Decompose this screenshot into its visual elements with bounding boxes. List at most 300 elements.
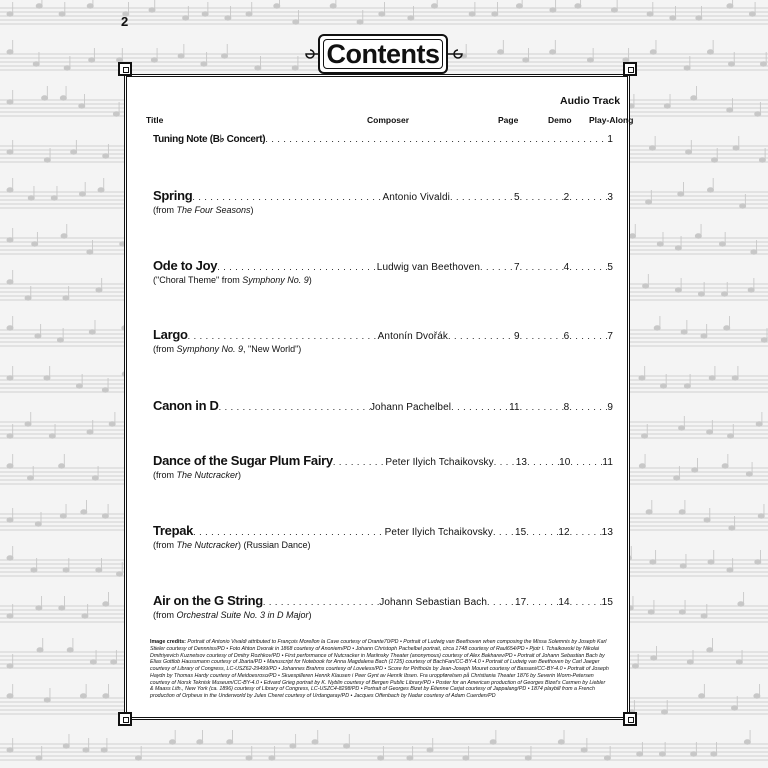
music-note xyxy=(575,4,581,8)
music-note xyxy=(7,188,13,192)
music-note xyxy=(708,560,714,564)
music-note xyxy=(28,196,34,200)
frame-corner-ornament xyxy=(118,62,132,76)
music-note xyxy=(82,614,88,618)
leader-dots xyxy=(527,457,559,468)
music-note xyxy=(692,468,698,472)
music-note xyxy=(722,464,728,468)
contents-entry xyxy=(153,188,613,215)
music-note xyxy=(756,422,762,426)
music-note xyxy=(550,50,556,54)
music-note xyxy=(733,146,739,150)
leader-dots xyxy=(217,262,377,273)
music-note xyxy=(51,196,57,200)
leader-dots xyxy=(193,527,385,538)
banner-scroll-ornament xyxy=(300,44,320,64)
music-note xyxy=(227,740,233,744)
music-note xyxy=(197,740,203,744)
leader-dots xyxy=(520,402,564,413)
music-note xyxy=(36,606,42,610)
music-note xyxy=(292,66,298,70)
music-note xyxy=(113,112,119,116)
music-note xyxy=(60,96,66,100)
music-note xyxy=(87,430,93,434)
music-note xyxy=(727,108,733,112)
music-note xyxy=(701,614,707,618)
music-note xyxy=(728,434,734,438)
music-note xyxy=(707,188,713,192)
music-note xyxy=(79,192,85,196)
entry-play-along-track: 5 xyxy=(607,262,613,273)
music-note xyxy=(587,58,593,62)
music-note xyxy=(729,62,735,66)
music-note xyxy=(722,292,728,296)
entry-composer: Antonín Dvořák xyxy=(377,331,448,342)
music-note xyxy=(709,376,715,380)
music-note xyxy=(83,748,89,752)
music-note xyxy=(724,326,730,330)
leader-dots xyxy=(450,192,514,203)
music-note xyxy=(670,16,676,20)
leader-dots xyxy=(188,331,378,342)
music-note xyxy=(49,434,55,438)
music-note xyxy=(581,748,587,752)
entry-subtitle: (from The Nutcracker) xyxy=(153,470,242,480)
column-header-page: Page xyxy=(498,115,519,125)
music-note xyxy=(642,434,648,438)
entry-title: Canon in D xyxy=(153,398,219,413)
music-note xyxy=(686,150,692,154)
music-note xyxy=(684,384,690,388)
music-note xyxy=(761,338,767,342)
music-note xyxy=(684,66,690,70)
music-note xyxy=(648,610,654,614)
music-note xyxy=(744,740,750,744)
music-note xyxy=(650,50,656,54)
music-note xyxy=(704,518,710,522)
music-note xyxy=(746,472,752,476)
music-note xyxy=(729,526,735,530)
music-note xyxy=(678,192,684,196)
music-note xyxy=(736,660,742,664)
music-note xyxy=(691,752,697,756)
music-note xyxy=(111,660,117,664)
contents-entry xyxy=(153,398,613,413)
music-note xyxy=(679,610,685,614)
music-note xyxy=(674,476,680,480)
entry-demo-track: 2 xyxy=(563,192,570,203)
entry-subtitle: (from The Nutcracker) (Russian Dance) xyxy=(153,540,311,550)
music-note xyxy=(109,422,115,426)
entry-composer: Johann Pachelbel xyxy=(369,402,452,413)
leader-dots xyxy=(526,527,558,538)
entry-composer: Peter Ilyich Tchaikovsky xyxy=(384,527,494,538)
music-note xyxy=(64,66,70,70)
music-note xyxy=(732,706,738,710)
music-note xyxy=(202,12,208,16)
music-note xyxy=(76,384,82,388)
music-note xyxy=(103,154,109,158)
leader-dots xyxy=(526,597,558,608)
music-note xyxy=(96,568,102,572)
music-note xyxy=(201,62,207,66)
music-note xyxy=(662,710,668,714)
music-note xyxy=(558,740,564,744)
music-note xyxy=(92,476,98,480)
leader-dots xyxy=(569,331,607,342)
music-note xyxy=(525,756,531,760)
music-note xyxy=(630,234,636,238)
music-note xyxy=(719,242,725,246)
leader-dots xyxy=(265,134,607,145)
music-note xyxy=(740,204,746,208)
music-note xyxy=(707,50,713,54)
contents-frame xyxy=(124,74,630,720)
music-note xyxy=(7,238,13,242)
leader-dots xyxy=(448,331,514,342)
music-note xyxy=(650,560,656,564)
frame-corner-ornament xyxy=(623,62,637,76)
music-note xyxy=(7,518,13,522)
music-note xyxy=(732,376,738,380)
leader-dots xyxy=(570,597,602,608)
music-note xyxy=(7,50,13,54)
entry-title: Ode to Joy xyxy=(153,258,218,273)
entry-title: Dance of the Sugar Plum Fairy xyxy=(153,453,333,468)
music-note xyxy=(290,744,296,748)
entry-page: 11 xyxy=(509,402,520,413)
music-note xyxy=(492,12,498,16)
leader-dots xyxy=(569,262,607,273)
music-note xyxy=(7,376,13,380)
music-note xyxy=(707,430,713,434)
music-note xyxy=(357,20,363,24)
music-note xyxy=(379,12,385,16)
music-note xyxy=(646,200,652,204)
image-credits xyxy=(150,639,610,700)
music-note xyxy=(117,572,123,576)
music-note xyxy=(490,740,496,744)
column-header-title: Title xyxy=(146,115,164,125)
music-note xyxy=(246,756,252,760)
music-note xyxy=(103,602,109,606)
leader-dots xyxy=(520,331,564,342)
music-note xyxy=(378,756,384,760)
music-note xyxy=(651,656,657,660)
music-note xyxy=(696,16,702,20)
music-note xyxy=(755,560,761,564)
music-note xyxy=(25,422,31,426)
audio-track-header: Audio Track xyxy=(560,95,621,107)
music-note xyxy=(35,522,41,526)
music-note xyxy=(63,744,69,748)
music-note xyxy=(550,8,556,12)
music-note xyxy=(32,242,38,246)
music-note xyxy=(7,150,13,154)
music-note xyxy=(89,330,95,334)
contents-heading xyxy=(318,34,448,74)
music-note xyxy=(42,96,48,100)
entry-demo-track: 12 xyxy=(558,527,570,538)
music-note xyxy=(135,756,141,760)
column-header-demo: Demo xyxy=(548,115,572,125)
banner-scroll-ornament xyxy=(448,44,468,64)
music-note xyxy=(87,250,93,254)
music-note xyxy=(679,510,685,514)
entry-title: Spring xyxy=(153,188,193,203)
music-note xyxy=(96,288,102,292)
music-note xyxy=(738,602,744,606)
leader-dots xyxy=(451,402,509,413)
music-note xyxy=(469,12,475,16)
leader-dots xyxy=(493,527,515,538)
music-note xyxy=(691,96,697,100)
music-note xyxy=(643,284,649,288)
column-header-composer: Composer xyxy=(367,115,410,125)
music-note xyxy=(87,4,93,8)
music-note xyxy=(246,12,252,16)
music-note xyxy=(407,756,413,760)
music-note xyxy=(679,426,685,430)
music-note xyxy=(751,250,757,254)
music-note xyxy=(664,104,670,108)
music-note xyxy=(699,694,705,698)
music-note xyxy=(707,648,713,652)
music-note xyxy=(760,62,766,66)
page-number: 2 xyxy=(121,14,129,29)
music-note xyxy=(151,58,157,62)
music-note xyxy=(754,694,760,698)
music-note xyxy=(431,4,437,8)
music-note xyxy=(463,756,469,760)
music-note xyxy=(222,54,228,58)
entry-composer: Antonio Vivaldi xyxy=(382,192,450,203)
leader-dots xyxy=(487,597,515,608)
leader-dots xyxy=(494,457,516,468)
frame-corner-ornament xyxy=(623,712,637,726)
music-note xyxy=(344,744,350,748)
entry-page: 13 xyxy=(515,457,528,468)
contents-heading-text: Contents xyxy=(326,38,440,69)
music-note xyxy=(102,514,108,518)
music-note xyxy=(657,242,663,246)
music-note xyxy=(44,698,50,702)
music-note xyxy=(649,146,655,150)
music-note xyxy=(7,664,13,668)
leader-dots xyxy=(520,262,564,273)
music-note xyxy=(604,756,610,760)
music-note xyxy=(79,104,85,108)
music-note xyxy=(36,4,42,8)
music-note xyxy=(57,338,63,342)
music-note xyxy=(639,376,645,380)
music-note xyxy=(681,330,687,334)
music-note xyxy=(712,158,718,162)
music-note xyxy=(60,514,66,518)
music-note xyxy=(698,292,704,296)
music-note xyxy=(35,334,41,338)
music-note xyxy=(748,288,754,292)
music-note xyxy=(632,664,638,668)
frame-corner-ornament xyxy=(118,712,132,726)
music-note xyxy=(523,58,529,62)
entry-composer: Johann Sebastian Bach xyxy=(379,597,488,608)
music-note xyxy=(63,568,69,572)
entry-demo-track: 10 xyxy=(559,457,571,468)
entry-page: 15 xyxy=(515,527,527,538)
leader-dots xyxy=(263,597,379,608)
music-note xyxy=(63,296,69,300)
entry-composer: Ludwig van Beethoven xyxy=(376,262,480,273)
music-note xyxy=(727,568,733,572)
entry-subtitle: (from Symphony No. 9, "New World") xyxy=(153,344,302,354)
entry-demo-track: 4 xyxy=(563,262,570,273)
music-note xyxy=(675,288,681,292)
music-note xyxy=(225,16,231,20)
music-note xyxy=(169,740,175,744)
music-note xyxy=(611,8,617,12)
leader-dots xyxy=(569,192,607,203)
music-note xyxy=(646,510,652,514)
music-note xyxy=(695,234,701,238)
music-note xyxy=(59,606,65,610)
music-note xyxy=(660,384,666,388)
music-note xyxy=(7,556,13,560)
music-note xyxy=(654,326,660,330)
leader-dots xyxy=(333,457,386,468)
contents-entry xyxy=(153,327,613,354)
music-note xyxy=(749,12,755,16)
leader-dots xyxy=(520,192,564,203)
music-note xyxy=(7,748,13,752)
entry-demo-track: 6 xyxy=(563,331,570,342)
music-note xyxy=(102,388,108,392)
music-note xyxy=(727,4,733,8)
music-note xyxy=(80,694,86,698)
column-header-play-along: Play-Along xyxy=(589,115,634,125)
music-note xyxy=(81,510,87,514)
entry-demo-track: 14 xyxy=(558,597,570,608)
entry-page: 17 xyxy=(515,597,527,608)
image-credits-text: Portrait of Antonio Vivaldi attributed to François Morellon la Cave courtesy of Drante70/PD • Portrait of Ludwig van Beethoven when composing the Missa Solemnis by Joseph Karl Stieler courtesy of Dennniss/PD • Foto Ahton Dvorak in 1868 courtesy of Anoniem/PD • Johann Christoph Pachelbel portrait, circa 1748 courtesy of Raul654/PD • Pjotr I. Tchaikowski by Nikolai Dmitriyevich Kuznetsov courtesy of Dmitry Rozhkov/PD • First performance of Nutcracker in Mariinsky Theater (anonymous) courtesy of Alex Bakharev/PD • Portrait of Johann Sebastian Bach by Elias Gottlob Haussmann courtesy of Jbarta/PD • Manuscript for Notebook for Anna Magdalena Bach (1725) courtesy of BachFan/CC-BY-4.0 • Portrait of Ludwig van Beethoven by Carl Jaeger courtesy of Library of Congress, LC-USZ62-29499/PD • Johannes Brahms courtesy of Loveless/PD • Score for Pirithoüs by Jean-Joseph Mouret courtesy of Bassani/CC-BY-4.0 • Portrait of Joseph Haydn by Thomas Hardy courtesy of Meidoesroso/PD • Skuespilleren Henrik Klausen i Peer Gynt av Henrik Ibsen. Fra uroppførelsen på Christiania Theater 1876 by Severin Worm-Petersen courtesy of Norsk Teknisk Museum/CC-BY-4.0 • Edvard Grieg portrait by K. Nyblin courtesy of Bergen Public Library/PD • Poster for an American production of Georges Bizet's Carmen by Liebler & Maass Lith., New York (ca. 1896) courtesy of Library of Congress, LC-USZC4-8298/PD • Portrait of Georges Bizet by Étienne Carjat courtesy of Jappalang/PD • 1874 playbill from a French production of Orpheus in the Underworld by Jules Cheret courtesy of Urdangaray/PD • Jacques Offenbach by Nadar courtesy of Adam Cuerden/PD xyxy=(150,639,609,700)
music-note xyxy=(759,158,765,162)
entry-subtitle: (from Orchestral Suite No. 3 in D Major) xyxy=(153,610,312,620)
music-note xyxy=(183,16,189,20)
entry-page: 7 xyxy=(513,262,520,273)
music-note xyxy=(7,280,13,284)
entry-demo-track: 8 xyxy=(563,402,570,413)
music-note xyxy=(7,100,13,104)
entry-play-along-track: 3 xyxy=(607,192,613,203)
music-note xyxy=(639,464,645,468)
music-note xyxy=(755,112,761,116)
contents-entry xyxy=(153,134,613,145)
leader-dots xyxy=(192,192,382,203)
music-note xyxy=(680,564,686,568)
music-note xyxy=(701,334,707,338)
music-note xyxy=(293,20,299,24)
music-note xyxy=(274,4,280,8)
leader-dots xyxy=(570,457,602,468)
leader-dots xyxy=(570,527,602,538)
music-note xyxy=(31,568,37,572)
leader-dots xyxy=(569,402,607,413)
music-note xyxy=(269,756,275,760)
entry-title: Largo xyxy=(153,327,188,342)
entry-title: Tuning Note (B♭ Concert) xyxy=(153,134,266,145)
music-note xyxy=(149,8,155,12)
music-note xyxy=(516,4,522,8)
entry-subtitle: ("Choral Theme" from Symphony No. 9) xyxy=(153,275,312,285)
contents-entry xyxy=(153,453,613,480)
music-note xyxy=(687,660,693,664)
music-note xyxy=(675,246,681,250)
leader-dots xyxy=(219,402,370,413)
entry-play-along-track: 11 xyxy=(602,457,613,468)
entry-title: Trepak xyxy=(153,523,194,538)
entry-page: 9 xyxy=(513,331,520,342)
music-note xyxy=(61,234,67,238)
music-note xyxy=(7,694,13,698)
music-note xyxy=(7,12,13,16)
image-credits-label: Image credits: xyxy=(150,639,186,645)
music-note xyxy=(44,376,50,380)
music-note xyxy=(37,648,43,652)
music-note xyxy=(103,694,109,698)
entry-play-along-track: 13 xyxy=(601,527,613,538)
music-note xyxy=(178,54,184,58)
music-note xyxy=(330,4,336,8)
music-note xyxy=(427,748,433,752)
music-note xyxy=(647,12,653,16)
contents-entry xyxy=(153,523,613,550)
music-note xyxy=(659,752,665,756)
music-note xyxy=(408,16,414,20)
contents-entry xyxy=(153,593,613,620)
music-note xyxy=(312,740,318,744)
music-note xyxy=(101,748,107,752)
music-note xyxy=(711,752,717,756)
music-note xyxy=(89,58,95,62)
entry-play-along-track: 15 xyxy=(601,597,613,608)
music-note xyxy=(33,62,39,66)
entry-play-along-track: 9 xyxy=(607,402,613,413)
entry-composer: Peter Ilyich Tchaikovsky xyxy=(385,457,494,468)
music-note xyxy=(7,326,13,330)
music-note xyxy=(59,12,65,16)
music-note xyxy=(7,614,13,618)
music-note xyxy=(98,188,104,192)
music-note xyxy=(7,464,13,468)
music-note xyxy=(255,66,261,70)
contents-entry xyxy=(153,258,613,285)
music-note xyxy=(637,752,643,756)
entry-play-along-track: 7 xyxy=(607,331,613,342)
music-note xyxy=(44,158,50,162)
entry-page: 5 xyxy=(513,192,520,203)
music-note xyxy=(59,464,65,468)
entry-play-along-track: 1 xyxy=(607,134,613,145)
music-note xyxy=(758,514,764,518)
music-note xyxy=(36,756,42,760)
music-note xyxy=(67,648,73,652)
entry-title: Air on the G String xyxy=(153,593,263,608)
music-note xyxy=(498,50,504,54)
music-note xyxy=(90,660,96,664)
music-note xyxy=(25,296,31,300)
music-note xyxy=(27,476,33,480)
music-note xyxy=(71,150,77,154)
